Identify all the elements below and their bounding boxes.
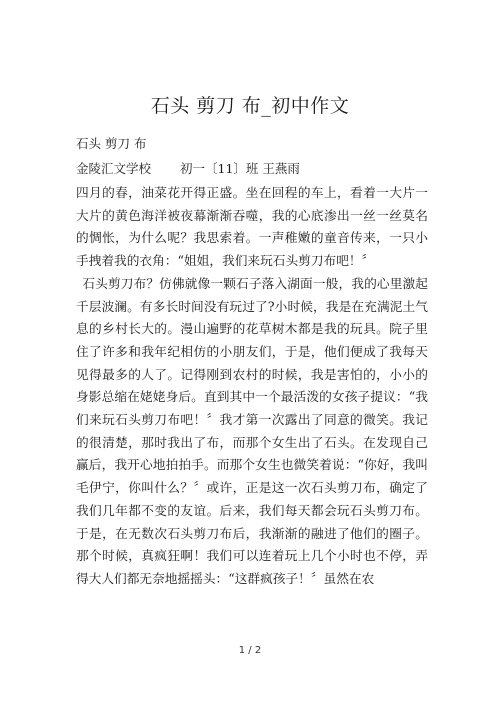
author-line	[76, 160, 300, 178]
page-number: 1 / 2	[238, 645, 262, 656]
class-author: 初一〔11〕班 王燕雨	[180, 161, 300, 176]
paragraph-2: 石头剪刀布？仿佛就像一颗石子落入湖面一般，我的心里激起千层波澜。有多长时间没有玩过了?小时候，我是在充满泥土气息的乡村长大的。漫山遍野的花草树木都是我的玩具。院子里住了许多和我年纪相仿的小朋友们，于是，他们便成了我每天见得最多的人了。记得刚到农村的时候，我是害怕的，小小的身影总缩在姥姥身后。直到其中一个最活泼的女孩子提议：“我们来玩石头剪刀布吧！〞我才第一次露出了同意的微笑。我记的很清楚，那时我出了布，而那个女生出了石头。在发现自己赢后，我开心地拍拍手。而那个女生也微笑着说：“你好，我叫毛伊宁，你叫什么？〞或许，正是这一次石头剪刀布，确定了我们几年都不变的友谊。后来，我们每天都会玩石头剪刀布。于是，在无数次石头剪刀布后，我渐渐的融进了他们的圈子。那个时候，真疯狂啊！我们可以连着玩上几个小时也不停，弄得大人们都无奈地摇摇头：“这群疯孩子！〞虽然在农	[76, 275, 428, 586]
school-name: 金陵汇文学校	[76, 161, 152, 176]
page-title: 石头 剪刀 布_初中作文	[150, 95, 350, 117]
essay-subtitle: 石头 剪刀 布	[76, 136, 147, 151]
paragraph-1: 四月的春，油菜花开得正盛。坐在回程的车上，看着一大片一大片的黄色海洋被夜幕渐渐吞噬，我的心底渗出一丝一丝莫名的惆怅，为什么呢？我思索着。一声稚嫩的童音传来，一只小手拽着我的衣角：“姐姐，我们来玩石头剪刀布吧！〞	[76, 185, 428, 269]
essay-body	[76, 182, 428, 591]
